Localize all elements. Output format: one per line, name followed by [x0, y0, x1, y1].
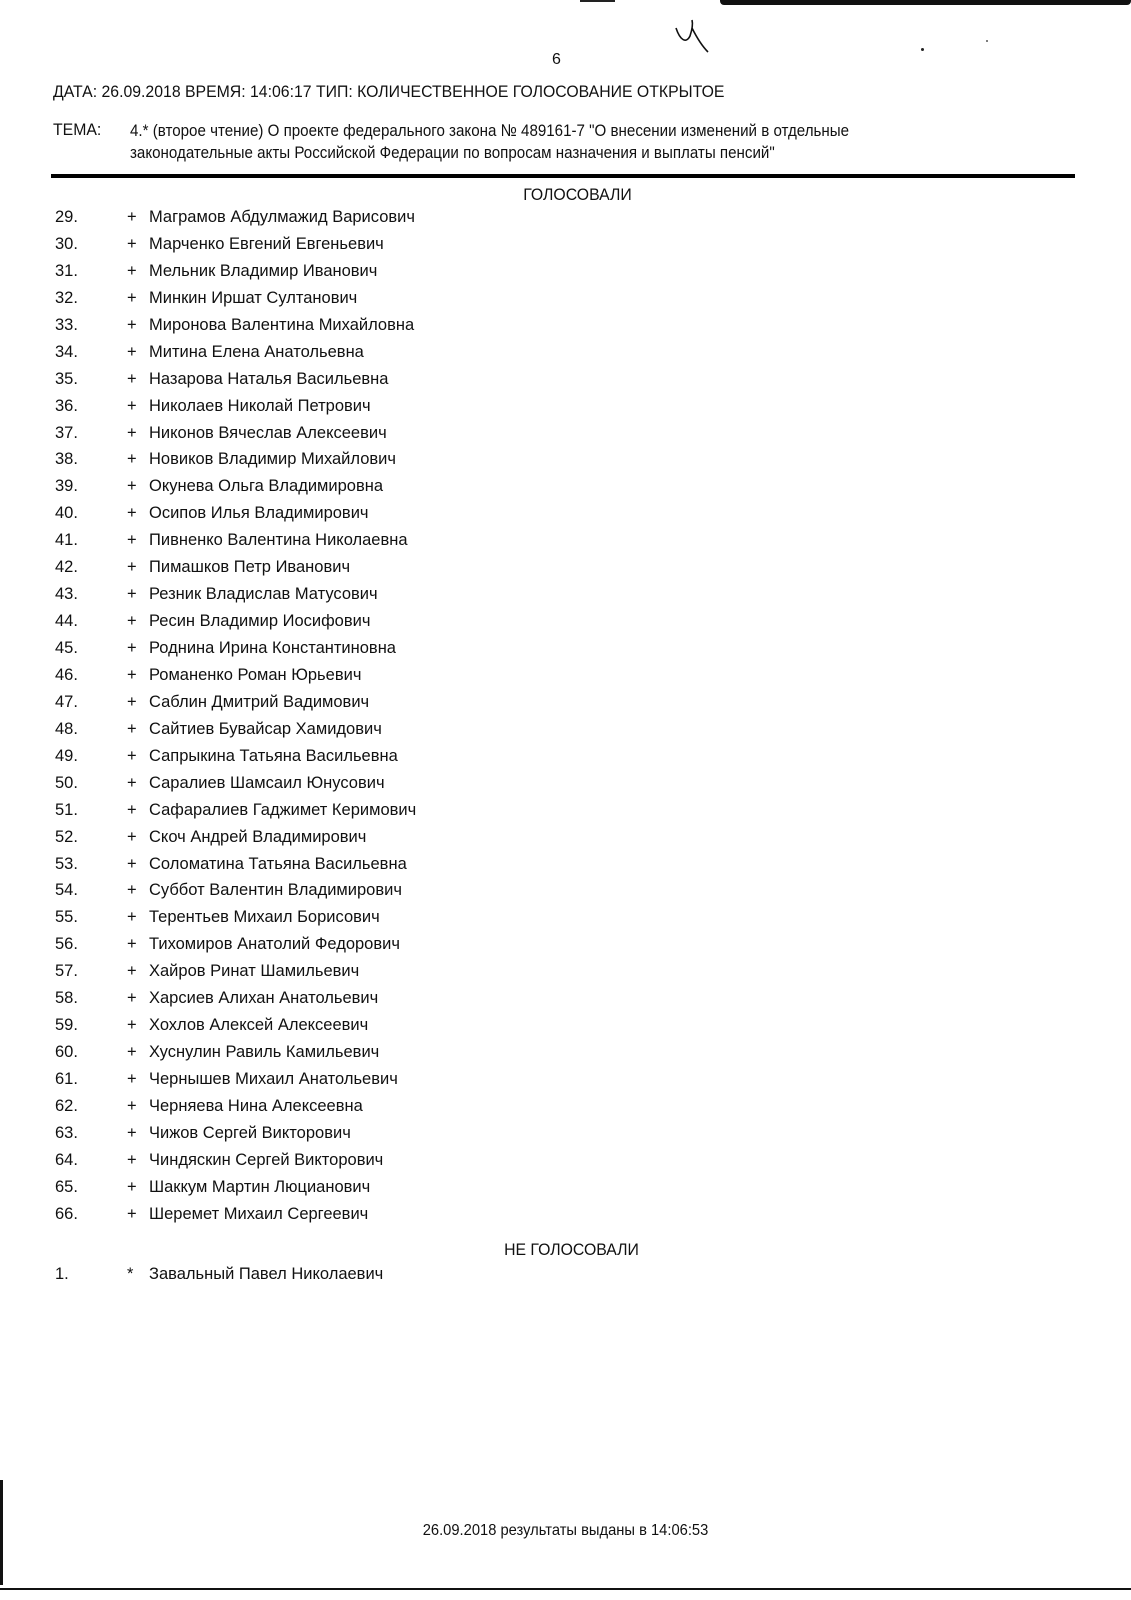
item-number: 38. — [55, 450, 78, 469]
deputy-name: Чижов Сергей Викторович — [149, 1123, 351, 1142]
deputy-name: Пимашков Петр Иванович — [149, 558, 351, 577]
vote-mark: + — [127, 800, 137, 819]
vote-mark: + — [127, 1177, 137, 1196]
item-number: 56. — [55, 935, 78, 954]
item-number: 57. — [55, 962, 78, 981]
vote-mark: + — [127, 746, 137, 765]
deputy-name: Никонов Вячеслав Алексеевич — [149, 423, 387, 442]
deputy-name: Скоч Андрей Владимирович — [149, 827, 367, 846]
deputy-name: Сапрыкина Татьяна Васильевна — [149, 746, 398, 765]
vote-mark: + — [127, 477, 137, 496]
results-footer: 26.09.2018 результаты выданы в 14:06:53 — [422, 1522, 709, 1539]
vote-mark: + — [127, 1043, 137, 1062]
vote-mark: + — [127, 962, 137, 981]
item-number: 50. — [55, 773, 78, 792]
item-number: 58. — [55, 989, 78, 1008]
topic-line-2: законодательные акты Российской Федерации по вопросам назначения и выплаты пенсий" — [130, 143, 775, 162]
deputy-name: Миронова Валентина Михайловна — [149, 315, 415, 334]
item-number: 62. — [55, 1096, 78, 1115]
vote-mark: + — [127, 719, 137, 738]
vote-mark: + — [127, 665, 137, 684]
deputy-name: Хуснулин Равиль Камильевич — [149, 1043, 380, 1062]
vote-mark: + — [127, 396, 137, 415]
item-number: 32. — [55, 288, 78, 307]
deputy-name: Чернышев Михаил Анатольевич — [149, 1070, 398, 1088]
deputy-name: Завальный Павел Николаевич — [149, 1265, 384, 1283]
vote-mark: + — [127, 1150, 137, 1169]
vote-mark: + — [127, 1070, 137, 1088]
deputy-name: Черняева Нина Алексеевна — [149, 1096, 363, 1115]
deputy-name: Пивненко Валентина Николаевна — [149, 531, 408, 550]
vote-mark: + — [127, 208, 137, 226]
vote-mark: + — [127, 315, 137, 334]
deputy-name: Минкин Иршат Султанович — [149, 288, 358, 307]
page-number: 6 — [552, 51, 561, 68]
vote-mark: + — [127, 639, 137, 657]
vote-mark: + — [127, 908, 137, 927]
item-number: 66. — [55, 1204, 78, 1223]
item-number: 44. — [55, 612, 78, 631]
deputy-name: Николаев Николай Петрович — [149, 396, 371, 415]
vote-mark: + — [127, 827, 137, 846]
deputy-name: Хайров Ринат Шамильевич — [149, 962, 360, 981]
deputy-name: Окунева Ольга Владимировна — [149, 477, 384, 496]
item-number: 60. — [55, 1043, 78, 1062]
item-number: 55. — [55, 908, 78, 927]
vote-mark: + — [127, 261, 137, 280]
item-number: 63. — [55, 1123, 78, 1142]
deputy-name: Маграмов Абдулмажид Варисович — [149, 208, 415, 226]
item-number: 41. — [55, 531, 78, 550]
vote-mark: + — [127, 1204, 137, 1223]
scan-artifact — [580, 0, 615, 2]
scan-speck — [986, 40, 988, 42]
deputy-name: Шеремет Михаил Сергеевич — [149, 1204, 369, 1223]
item-number: 45. — [55, 639, 78, 657]
deputy-name: Саралиев Шамсаил Юнусович — [149, 773, 385, 792]
vote-mark: + — [127, 423, 137, 442]
deputy-name: Сафаралиев Гаджимет Керимович — [149, 800, 417, 819]
item-number: 36. — [55, 396, 78, 415]
deputy-name: Саблин Дмитрий Вадимович — [149, 692, 370, 711]
topic-text — [130, 120, 1065, 164]
deputy-name: Марченко Евгений Евгеньевич — [149, 234, 384, 253]
deputy-name: Терентьев Михаил Борисович — [149, 908, 380, 927]
topic-line-1: 4.* (второе чтение) О проекте федерального закона № 489161-7 "О внесении изменений в отдельные — [130, 121, 850, 140]
deputy-name: Чиндяскин Сергей Викторович — [149, 1150, 384, 1169]
deputy-name: Роднина Ирина Константиновна — [149, 639, 396, 657]
not-voted-section-title: НЕ ГОЛОСОВАЛИ — [504, 1240, 639, 1259]
item-number: 49. — [55, 746, 78, 765]
vote-mark: + — [127, 450, 137, 469]
deputy-name: Мельник Владимир Иванович — [149, 261, 378, 280]
vote-mark: + — [127, 342, 137, 361]
item-number: 40. — [55, 504, 78, 523]
deputy-name: Соломатина Татьяна Васильевна — [149, 854, 407, 873]
deputy-name: Сайтиев Бувайсар Хамидович — [149, 719, 382, 738]
vote-mark: * — [127, 1265, 134, 1283]
item-number: 42. — [55, 558, 78, 577]
item-number: 51. — [55, 800, 78, 819]
item-number: 30. — [55, 234, 78, 253]
deputy-name: Харсиев Алихан Анатольевич — [149, 989, 379, 1008]
item-number: 34. — [55, 342, 78, 361]
item-number: 59. — [55, 1016, 78, 1035]
item-number: 48. — [55, 719, 78, 738]
item-number: 47. — [55, 692, 78, 711]
vote-mark: + — [127, 854, 137, 873]
item-number: 33. — [55, 315, 78, 334]
vote-mark: + — [127, 1016, 137, 1035]
item-number: 61. — [55, 1070, 78, 1088]
deputy-name: Романенко Роман Юрьевич — [149, 665, 362, 684]
item-number: 43. — [55, 585, 78, 604]
deputy-name: Суббот Валентин Владимирович — [149, 881, 402, 900]
vote-mark: + — [127, 989, 137, 1008]
vote-mark: + — [127, 1096, 137, 1115]
item-number: 64. — [55, 1150, 78, 1169]
item-number: 46. — [55, 665, 78, 684]
vote-mark: + — [127, 585, 137, 604]
header-rule — [51, 174, 1075, 178]
item-number: 29. — [55, 208, 78, 226]
vote-mark: + — [127, 935, 137, 954]
deputy-name: Митина Елена Анатольевна — [149, 342, 364, 361]
vote-mark: + — [127, 692, 137, 711]
scan-speck — [921, 48, 924, 51]
deputy-name: Осипов Илья Владимирович — [149, 504, 369, 523]
item-number: 1. — [55, 1265, 69, 1283]
deputy-name: Новиков Владимир Михайлович — [149, 450, 396, 469]
vote-mark: + — [127, 881, 137, 900]
topic-label: ТЕМА: — [53, 120, 102, 139]
scan-artifact — [720, 0, 1131, 5]
item-number: 31. — [55, 261, 78, 280]
deputy-name: Хохлов Алексей Алексеевич — [149, 1016, 369, 1035]
handwritten-mark — [672, 18, 712, 58]
deputy-name: Назарова Наталья Васильевна — [149, 369, 389, 388]
vote-mark: + — [127, 531, 137, 550]
vote-mark: + — [127, 558, 137, 577]
item-number: 65. — [55, 1177, 78, 1196]
scan-edge — [0, 1480, 3, 1585]
deputy-name: Ресин Владимир Иосифович — [149, 612, 371, 631]
bottom-rule — [0, 1588, 1131, 1590]
item-number: 54. — [55, 881, 78, 900]
deputy-name: Шаккум Мартин Люцианович — [149, 1177, 371, 1196]
vote-mark: + — [127, 612, 137, 631]
item-number: 52. — [55, 827, 78, 846]
vote-mark: + — [127, 1123, 137, 1142]
vote-mark: + — [127, 234, 137, 253]
voted-section-title: ГОЛОСОВАЛИ — [523, 185, 632, 204]
deputy-name: Тихомиров Анатолий Федорович — [149, 935, 400, 954]
vote-mark: + — [127, 504, 137, 523]
vote-mark: + — [127, 773, 137, 792]
vote-header: ДАТА: 26.09.2018 ВРЕМЯ: 14:06:17 ТИП: КОЛИЧЕСТВЕННОЕ ГОЛОСОВАНИЕ ОТКРЫТОЕ — [53, 82, 725, 101]
vote-mark: + — [127, 369, 137, 388]
vote-mark: + — [127, 288, 137, 307]
item-number: 53. — [55, 854, 78, 873]
item-number: 37. — [55, 423, 78, 442]
item-number: 35. — [55, 369, 78, 388]
item-number: 39. — [55, 477, 78, 496]
deputy-name: Резник Владислав Матусович — [149, 585, 378, 604]
